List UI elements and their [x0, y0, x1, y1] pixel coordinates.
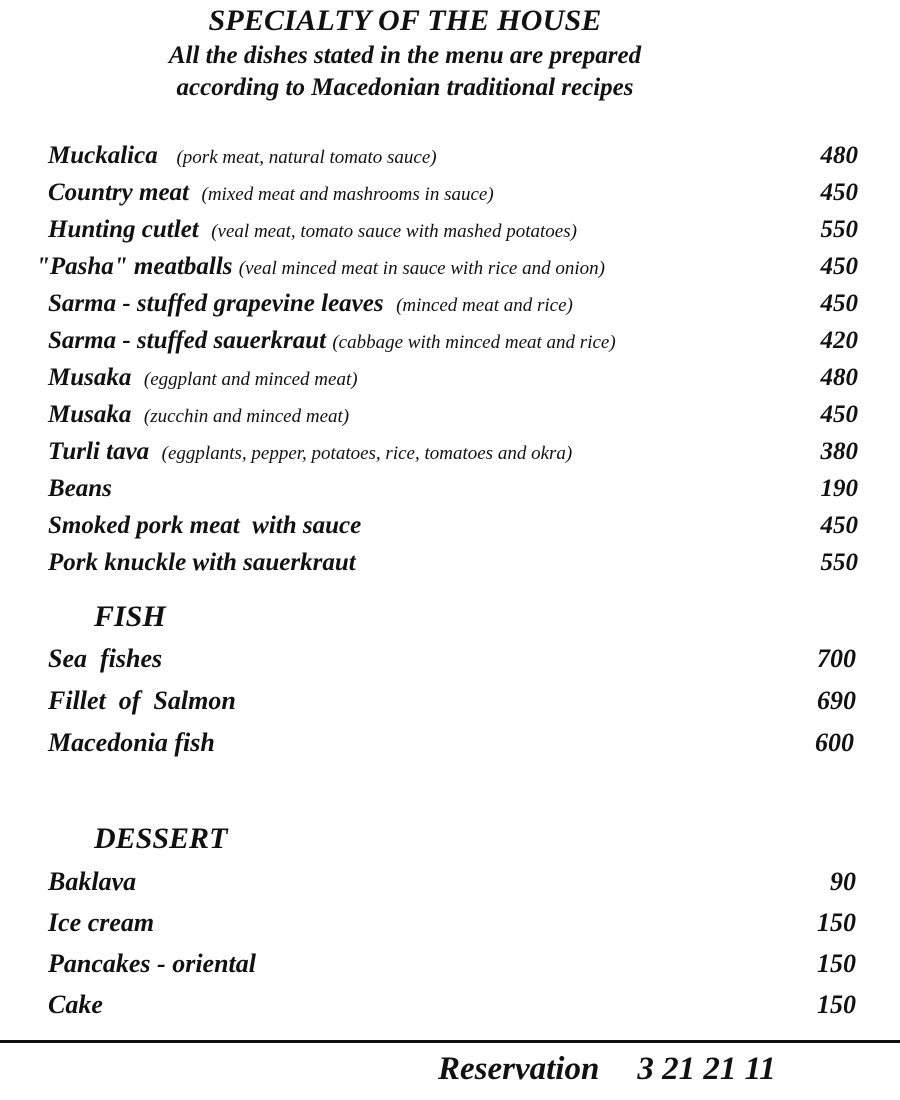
- menu-item-row: [0, 249, 900, 285]
- menu-item-price: 450: [820, 253, 858, 280]
- menu-item-price: 550: [820, 216, 858, 243]
- menu-item-name: Muckalica: [48, 142, 158, 169]
- menu-item-description: (pork meat, natural tomato sauce): [176, 147, 437, 168]
- menu-item-name: Sarma - stuffed sauerkraut: [48, 327, 327, 354]
- menu-item-name: "Pasha" meatballs: [36, 253, 233, 280]
- menu-item-row: [0, 323, 900, 359]
- menu-item-price: 480: [820, 142, 858, 169]
- menu-item-row: [0, 471, 900, 507]
- menu-item: [48, 212, 577, 250]
- menu-item-price: 420: [820, 327, 858, 354]
- menu-item: [48, 397, 349, 435]
- menu-item-price: 380: [820, 438, 858, 465]
- menu-item-description: (mixed meat and mashrooms in sauce): [201, 184, 494, 205]
- section-title-dessert: DESSERT: [94, 822, 228, 855]
- menu-item-row: [0, 987, 900, 1023]
- menu-item-name: Musaka: [48, 401, 132, 428]
- menu-item-price: 450: [820, 512, 858, 539]
- menu-item-row: [0, 397, 900, 433]
- menu-item-name: Beans: [48, 475, 112, 502]
- menu-item-name: Fillet of Salmon: [48, 686, 236, 715]
- menu-item-row: [0, 286, 900, 322]
- reservation-label: Reservation: [438, 1051, 600, 1087]
- menu-item-price: 600: [815, 728, 854, 757]
- menu-item: [48, 175, 494, 213]
- menu-item-name: Smoked pork meat with sauce: [48, 512, 362, 539]
- menu-item-price: 450: [820, 179, 858, 206]
- menu-item: [48, 360, 358, 398]
- menu-item: [48, 138, 437, 176]
- menu-item: [48, 323, 616, 361]
- menu-item-price: 150: [817, 908, 856, 937]
- menu-item-name: Hunting cutlet: [48, 216, 199, 243]
- menu-item-name: Turli tava: [48, 438, 150, 465]
- menu-item-row: [0, 212, 900, 248]
- menu-item-name: Pancakes - oriental: [48, 949, 256, 978]
- menu-item-row: [0, 175, 900, 211]
- menu-item-name: Cake: [48, 990, 103, 1019]
- menu-item-row: [0, 683, 900, 719]
- menu-item-description: (veal meat, tomato sauce with mashed potatoes): [211, 221, 577, 242]
- menu-item-price: 190: [820, 475, 858, 502]
- menu-item-row: [0, 725, 900, 761]
- menu-item-name: Musaka: [48, 364, 132, 391]
- header-subtitle-line-1: All the dishes stated in the menu are prepared: [168, 42, 642, 69]
- menu-item-name: Pork knuckle with sauerkraut: [48, 549, 356, 576]
- menu-item-price: 480: [820, 364, 858, 391]
- menu-item-row: [0, 360, 900, 396]
- menu-item-name: Sarma - stuffed grapevine leaves: [48, 290, 384, 317]
- menu-item-price: 150: [817, 990, 856, 1019]
- menu-item-row: [0, 508, 900, 544]
- menu-item-row: [0, 138, 900, 174]
- menu-item-name: Sea fishes: [48, 644, 163, 673]
- reservation-line: [438, 1046, 776, 1092]
- menu-item-price: 550: [820, 549, 858, 576]
- menu-item-price: 450: [820, 401, 858, 428]
- menu-item-row: [0, 905, 900, 941]
- section-title-fish: FISH: [94, 600, 166, 633]
- menu-header: [0, 2, 810, 104]
- menu-item-description: (minced meat and rice): [396, 295, 573, 316]
- menu-item-row: [0, 434, 900, 470]
- footer-divider: [0, 1040, 900, 1043]
- menu-item-name: Baklava: [48, 867, 137, 896]
- menu-item-description: (veal minced meat in sauce with rice and onion): [238, 258, 605, 279]
- menu-item-name: Ice cream: [48, 908, 155, 937]
- menu-item-row: [0, 946, 900, 982]
- page-title: SPECIALTY OF THE HOUSE: [208, 4, 602, 37]
- menu-item-description: (zucchin and minced meat): [143, 406, 350, 427]
- menu-item-description: (eggplant and minced meat): [143, 369, 358, 390]
- menu-item-price: 700: [817, 644, 856, 673]
- menu-item-row: [0, 641, 900, 677]
- menu-item-row: [0, 864, 900, 900]
- menu-item-row: [0, 545, 900, 581]
- menu-item-description: (cabbage with minced meat and rice): [332, 332, 616, 353]
- menu-item: [48, 434, 572, 472]
- menu-item-price: 90: [830, 867, 856, 896]
- menu-item-price: 690: [817, 686, 856, 715]
- menu-item-description: (eggplants, pepper, potatoes, rice, tomatoes and okra): [161, 443, 573, 464]
- menu-item-name: Country meat: [48, 179, 189, 206]
- reservation-phone: 3 21 21 11: [637, 1051, 776, 1087]
- menu-item-price: 150: [817, 949, 856, 978]
- menu-item: [48, 286, 573, 324]
- menu-item: [36, 249, 605, 287]
- menu-item-price: 450: [820, 290, 858, 317]
- menu-item-name: Macedonia fish: [48, 728, 215, 757]
- header-subtitle-line-2: according to Macedonian traditional recipes: [176, 74, 634, 101]
